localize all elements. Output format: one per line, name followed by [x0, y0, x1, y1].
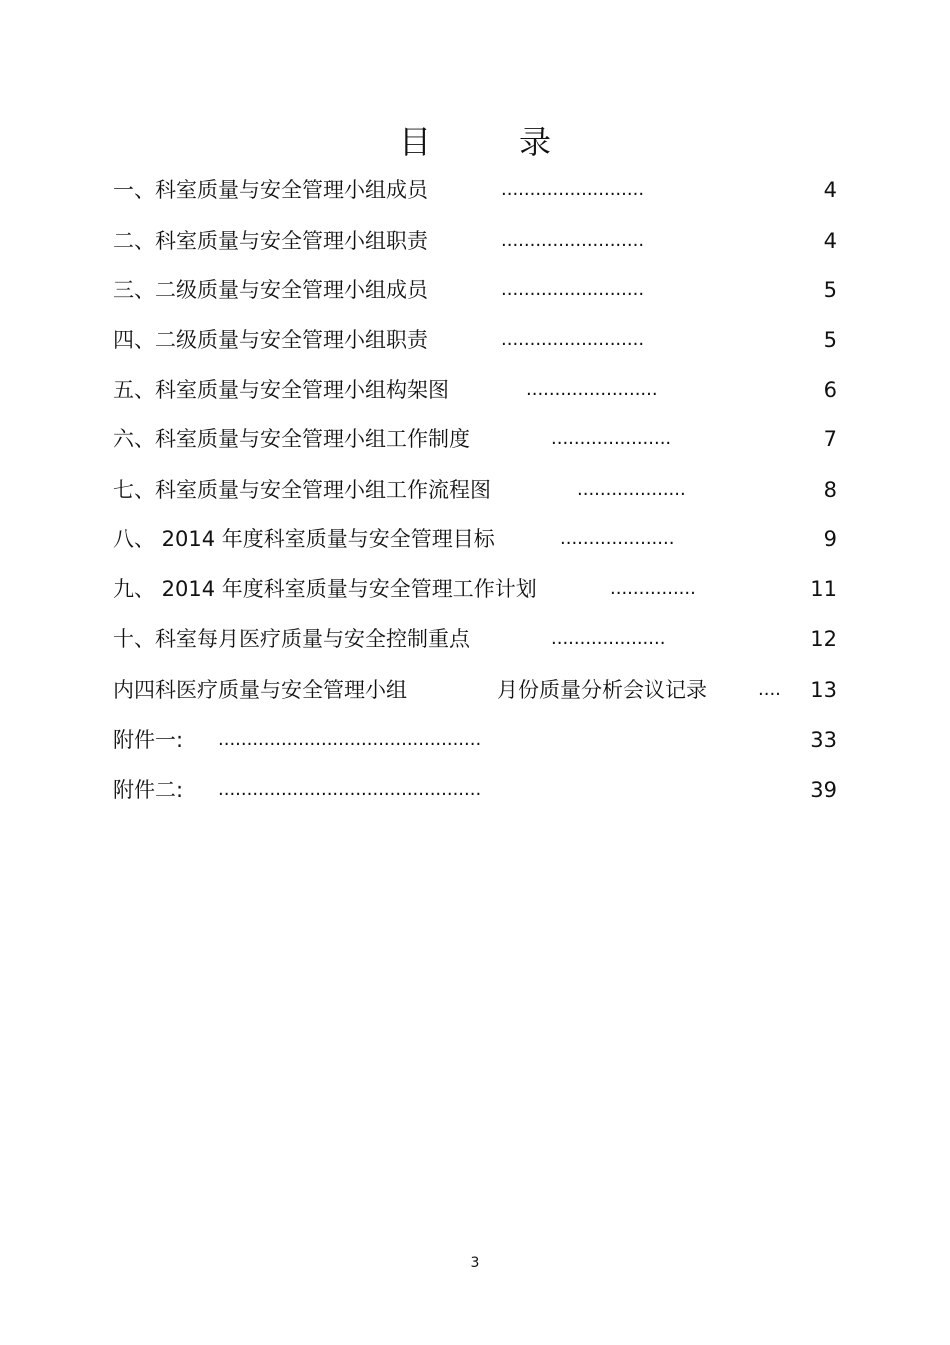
toc-entry-leader: ......................... [501, 329, 645, 350]
toc-entry-leader: .................... [551, 628, 666, 649]
toc-entry-page: 4 [823, 178, 837, 202]
toc-entry-page: 7 [823, 427, 837, 451]
toc-entry-leader: ......................... [501, 230, 645, 251]
toc-entry-6[interactable] [113, 424, 837, 454]
toc-entry-leader: .............................................. [218, 779, 482, 800]
toc-entry-label: 八、 2014 年度科室质量与安全管理目标 [113, 527, 495, 551]
toc-entry-label: 三、二级质量与安全管理小组成员 [113, 278, 428, 302]
toc-entry-page: 4 [823, 229, 837, 253]
toc-entry-label: 二、科室质量与安全管理小组职责 [113, 229, 428, 253]
toc-entry-page: 6 [823, 378, 837, 402]
toc-entry-2[interactable] [113, 226, 837, 256]
toc-entry-label: 内四科医疗质量与安全管理小组 [113, 678, 407, 702]
toc-entry-leader: ....................... [526, 379, 658, 400]
toc-entry-page: 39 [810, 778, 837, 802]
toc-entry-9[interactable] [113, 574, 837, 604]
toc-entry-5[interactable] [113, 375, 837, 405]
toc-entry-page: 13 [810, 678, 837, 702]
toc-title [0, 120, 950, 164]
toc-entry-label: 七、科室质量与安全管理小组工作流程图 [113, 478, 491, 502]
toc-entry-label: 十、科室每月医疗质量与安全控制重点 [113, 627, 470, 651]
toc-entry-4[interactable] [113, 325, 837, 355]
toc-entry-label: 四、二级质量与安全管理小组职责 [113, 328, 428, 352]
toc-entry-leader: ......................... [501, 279, 645, 300]
toc-entry-7[interactable] [113, 475, 837, 505]
toc-entry-1[interactable] [113, 175, 837, 205]
toc-entry-label-2: 月份质量分析会议记录 [497, 678, 707, 702]
toc-entry-leader: ......................... [501, 179, 645, 200]
toc-entry-page: 8 [823, 478, 837, 502]
toc-entry-leader: .................... [560, 528, 675, 549]
toc-title-char-2: 录 [519, 123, 552, 161]
toc-entry-label: 一、科室质量与安全管理小组成员 [113, 178, 428, 202]
toc-entry-3[interactable] [113, 275, 837, 305]
toc-entry-leader: ..................... [551, 428, 672, 449]
toc-entry-page: 9 [823, 527, 837, 551]
page-number-footer: 3 [470, 1255, 480, 1271]
toc-entry-10[interactable] [113, 624, 837, 654]
toc-entry-11[interactable] [113, 675, 837, 705]
toc-entry-12[interactable] [113, 725, 837, 755]
toc-entry-label: 六、科室质量与安全管理小组工作制度 [113, 427, 470, 451]
toc-entry-page: 33 [810, 728, 837, 752]
toc-entry-8[interactable] [113, 524, 837, 554]
toc-entry-label: 九、 2014 年度科室质量与安全管理工作计划 [113, 577, 537, 601]
toc-entry-label: 附件二: [113, 778, 184, 802]
toc-entry-leader: .... [758, 679, 781, 700]
toc-entry-leader: ............... [610, 578, 696, 599]
toc-entry-13[interactable] [113, 775, 837, 805]
toc-title-char-1: 目 [398, 123, 431, 161]
toc-entry-label: 附件一: [113, 728, 184, 752]
toc-entry-leader: ................... [577, 479, 686, 500]
toc-entry-page: 12 [810, 627, 837, 651]
toc-entry-page: 5 [823, 328, 837, 352]
toc-entry-page: 11 [810, 577, 837, 601]
toc-entry-page: 5 [823, 278, 837, 302]
toc-entry-label: 五、科室质量与安全管理小组构架图 [113, 378, 449, 402]
toc-entry-leader: .............................................. [218, 729, 482, 750]
